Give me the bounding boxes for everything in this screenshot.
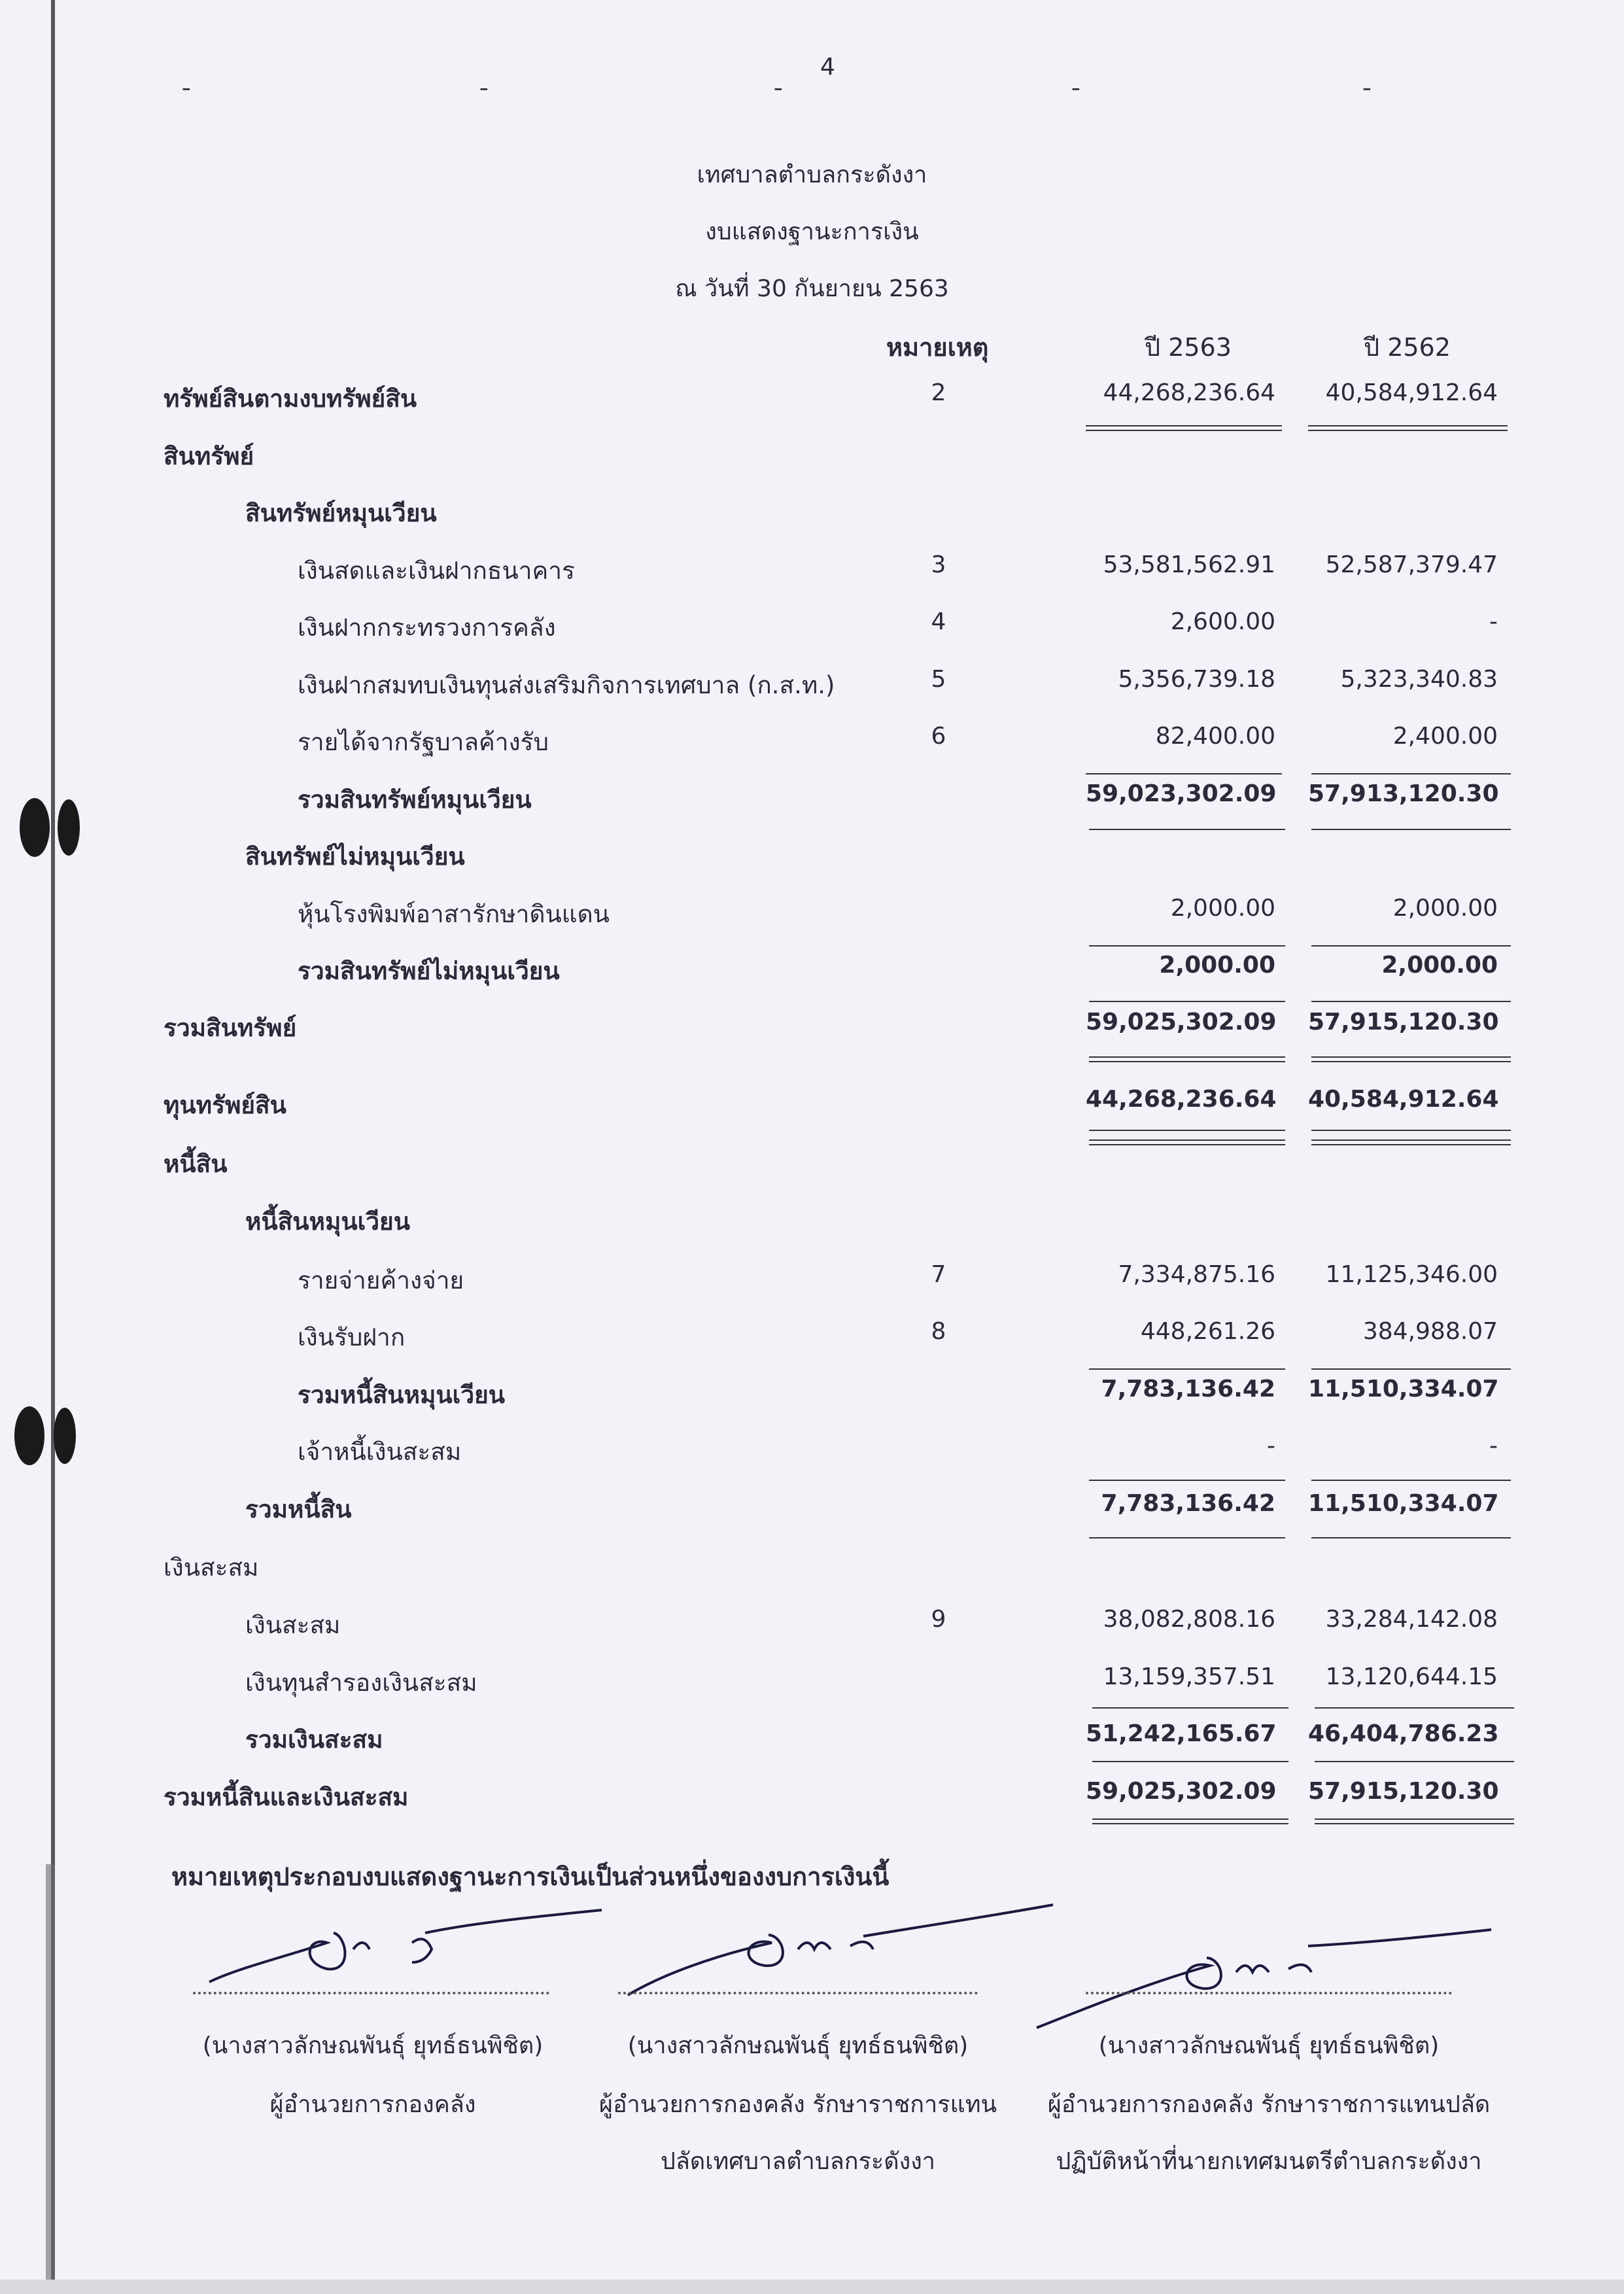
statement-date: ณ วันที่ 30 กันยายน 2563	[675, 275, 949, 302]
double-underline	[1086, 425, 1282, 431]
table-row	[0, 1720, 1624, 1760]
signatory-name-2: (นางสาวลักษณพันธุ์ ยุทธ์ธนพิชิต)	[627, 2032, 969, 2059]
row-value-2562: 11,125,346.00	[1325, 1261, 1498, 1288]
staple-mark: ╴	[183, 77, 197, 103]
row-value-2563: 13,159,357.51	[1103, 1663, 1275, 1690]
row-value-2562: 57,915,120.30	[1308, 1009, 1499, 1035]
row-label: เจ้าหนี้เงินสะสม	[298, 1438, 462, 1466]
row-note-ref: 8	[931, 1318, 946, 1345]
underline	[1311, 1480, 1511, 1481]
row-value-2562: -	[1489, 608, 1498, 635]
row-label: หุ้นโรงพิมพ์อาสารักษาดินแดน	[298, 900, 610, 928]
row-value-2563: 82,400.00	[1155, 723, 1275, 750]
table-row	[0, 1548, 1624, 1588]
row-value-2563: -	[1267, 1433, 1275, 1459]
signatory-title-3-line-2: ปฏิบัติหน้าที่นายกเทศมนตรีตำบลกระดังงา	[1056, 2148, 1482, 2175]
table-row	[0, 780, 1624, 820]
row-value-2562: 384,988.07	[1362, 1318, 1498, 1345]
signature-line-2	[618, 1992, 978, 1994]
row-note-ref: 7	[931, 1261, 946, 1288]
underline	[1086, 773, 1282, 774]
signatory-title-2: ผู้อำนวยการกองคลัง รักษาราชการแทน	[598, 2091, 997, 2118]
row-note-ref: 3	[931, 551, 946, 578]
page-number: 4	[820, 54, 835, 80]
signatory-title-2-line-2: ปลัดเทศบาลตำบลกระดังงา	[660, 2148, 936, 2175]
row-value-2562: 2,000.00	[1392, 895, 1498, 922]
signatory-name-1: (นางสาวลักษณพันธุ์ ยุทธ์ธนพิชิต)	[202, 2032, 544, 2059]
table-row	[0, 1086, 1624, 1125]
row-value-2562: -	[1489, 1433, 1498, 1459]
row-value-2562: 57,913,120.30	[1308, 780, 1499, 807]
page-left-shadow	[46, 1864, 55, 2294]
underline	[1089, 1001, 1285, 1002]
table-row	[0, 952, 1624, 991]
row-label: เงินสดและเงินฝากธนาคาร	[298, 557, 575, 585]
row-value-2563: 2,600.00	[1170, 608, 1275, 635]
row-label: รวมเงินสะสม	[245, 1726, 383, 1754]
row-label: เงินทุนสำรองเงินสะสม	[245, 1669, 477, 1697]
underline	[1311, 1001, 1511, 1002]
underline	[1089, 1130, 1285, 1131]
table-row	[0, 379, 1624, 419]
table-row	[0, 1318, 1624, 1357]
table-row	[0, 1490, 1624, 1529]
table-row	[0, 1202, 1624, 1242]
row-label: สินทรัพย์	[164, 442, 254, 470]
row-value-2563: 7,783,136.42	[1101, 1376, 1275, 1402]
table-row	[0, 1778, 1624, 1817]
row-value-2562: 46,404,786.23	[1308, 1720, 1499, 1747]
underline	[1315, 1707, 1514, 1709]
double-underline	[1315, 1818, 1514, 1824]
table-row	[0, 895, 1624, 934]
row-label: สินทรัพย์ไม่หมุนเวียน	[245, 843, 465, 871]
table-row	[0, 608, 1624, 648]
row-value-2563: 7,334,875.16	[1118, 1261, 1275, 1288]
row-value-2562: 40,584,912.64	[1308, 1086, 1499, 1113]
double-underline	[1089, 1056, 1285, 1062]
underline	[1089, 945, 1285, 947]
row-note-ref: 9	[931, 1606, 946, 1633]
table-row	[0, 494, 1624, 533]
signatory-name-3: (นางสาวลักษณพันธุ์ ยุทธ์ธนพิชิต)	[1098, 2032, 1440, 2059]
row-value-2563: 2,000.00	[1159, 952, 1275, 979]
underline	[1311, 829, 1511, 830]
row-value-2563: 7,783,136.42	[1101, 1490, 1275, 1517]
row-note-ref: 2	[931, 379, 946, 406]
row-value-2562: 33,284,142.08	[1325, 1606, 1498, 1633]
row-label: เงินฝากกระทรวงการคลัง	[298, 614, 556, 642]
underline	[1092, 1707, 1288, 1709]
signature-3	[1033, 1910, 1504, 2034]
row-label: รวมหนี้สินและเงินสะสม	[164, 1783, 409, 1811]
underline	[1311, 773, 1511, 774]
row-label: หนี้สินหมุนเวียน	[245, 1208, 411, 1236]
table-row	[0, 1606, 1624, 1645]
row-value-2562: 13,120,644.15	[1325, 1663, 1498, 1690]
row-value-2562: 40,584,912.64	[1325, 379, 1498, 406]
table-row	[0, 437, 1624, 476]
table-row	[0, 1009, 1624, 1048]
row-note-ref: 4	[931, 608, 946, 635]
row-label: รายได้จากรัฐบาลค้างรับ	[298, 728, 549, 756]
row-note-ref: 5	[931, 666, 946, 693]
row-value-2562: 2,000.00	[1381, 952, 1498, 979]
underline	[1089, 1368, 1285, 1370]
table-row	[0, 1261, 1624, 1300]
statement-title: งบแสดงฐานะการเงิน	[705, 218, 919, 245]
row-label: รวมสินทรัพย์ไม่หมุนเวียน	[298, 957, 560, 985]
table-row	[0, 723, 1624, 762]
table-row	[0, 1376, 1624, 1415]
row-label: เงินสะสม	[245, 1611, 341, 1639]
row-value-2563: 44,268,236.64	[1103, 379, 1275, 406]
staple-mark: ╴	[481, 77, 494, 103]
row-label: รวมหนี้สิน	[245, 1495, 352, 1523]
row-label: รวมหนี้สินหมุนเวียน	[298, 1381, 506, 1409]
table-row	[0, 666, 1624, 705]
table-row	[0, 1145, 1624, 1184]
row-label: ทรัพย์สินตามงบทรัพย์สิน	[164, 385, 417, 413]
page-bottom-edge	[0, 2280, 1624, 2294]
signatory-title-1: ผู้อำนวยการกองคลัง	[269, 2091, 476, 2118]
signatory-title-3: ผู้อำนวยการกองคลัง รักษาราชการแทนปลัด	[1047, 2091, 1491, 2118]
row-value-2562: 57,915,120.30	[1308, 1778, 1499, 1805]
signature-line-3	[1086, 1992, 1452, 1994]
row-note-ref: 6	[931, 723, 946, 750]
double-underline	[1308, 425, 1508, 431]
organization-title: เทศบาลตำบลกระดังงา	[697, 162, 927, 188]
column-header-year-2563: ปี 2563	[1145, 333, 1232, 362]
column-header-year-2562: ปี 2562	[1364, 333, 1451, 362]
row-value-2563: 448,261.26	[1140, 1318, 1275, 1345]
row-value-2563: 53,581,562.91	[1103, 551, 1275, 578]
row-label: รายจ่ายค้างจ่าย	[298, 1266, 464, 1295]
underline	[1089, 1480, 1285, 1481]
underline	[1311, 945, 1511, 947]
row-value-2563: 44,268,236.64	[1086, 1086, 1277, 1113]
underline	[1311, 1537, 1511, 1538]
signature-line-1	[193, 1992, 549, 1994]
double-underline	[1092, 1818, 1288, 1824]
table-row	[0, 1663, 1624, 1703]
row-label: สินทรัพย์หมุนเวียน	[245, 499, 437, 527]
row-value-2563: 59,023,302.09	[1086, 780, 1277, 807]
row-value-2562: 11,510,334.07	[1308, 1376, 1499, 1402]
row-label: เงินสะสม	[164, 1554, 259, 1582]
footnote: หมายเหตุประกอบงบแสดงฐานะการเงินเป็นส่วนหนึ่งของงบการเงินนี้	[171, 1862, 890, 1891]
underline	[1315, 1761, 1514, 1762]
row-value-2563: 59,025,302.09	[1086, 1009, 1277, 1035]
row-value-2563: 2,000.00	[1170, 895, 1275, 922]
column-header-note: หมายเหตุ	[886, 333, 989, 362]
underline	[1089, 1537, 1285, 1538]
table-row	[0, 1433, 1624, 1472]
double-underline	[1311, 1139, 1511, 1145]
row-value-2563: 38,082,808.16	[1103, 1606, 1275, 1633]
row-value-2562: 11,510,334.07	[1308, 1490, 1499, 1517]
double-underline	[1089, 1139, 1285, 1145]
staple-mark: ╴	[1073, 77, 1086, 103]
row-value-2563: 59,025,302.09	[1086, 1778, 1277, 1805]
staple-mark: ╴	[775, 77, 789, 103]
row-label: รวมสินทรัพย์	[164, 1014, 297, 1042]
row-value-2562: 2,400.00	[1392, 723, 1498, 750]
row-label: รวมสินทรัพย์หมุนเวียน	[298, 786, 532, 814]
signature-2	[621, 1890, 1066, 2002]
row-label: หนี้สิน	[164, 1150, 228, 1178]
staple-mark: ╴	[1364, 77, 1377, 103]
underline	[1311, 1130, 1511, 1131]
signature-1	[196, 1897, 628, 2002]
row-value-2562: 52,587,379.47	[1325, 551, 1498, 578]
table-row	[0, 551, 1624, 591]
row-label: เงินฝากสมทบเงินทุนส่งเสริมกิจการเทศบาล (ก.ส.ท.)	[298, 671, 835, 699]
row-value-2563: 51,242,165.67	[1086, 1720, 1277, 1747]
table-row	[0, 837, 1624, 877]
double-underline	[1311, 1056, 1511, 1062]
row-label: เงินรับฝาก	[298, 1323, 406, 1351]
row-value-2563: 5,356,739.18	[1118, 666, 1275, 693]
row-value-2562: 5,323,340.83	[1340, 666, 1498, 693]
underline	[1089, 829, 1285, 830]
row-label: ทุนทรัพย์สิน	[164, 1091, 286, 1119]
underline	[1092, 1761, 1288, 1762]
underline	[1311, 1368, 1511, 1370]
